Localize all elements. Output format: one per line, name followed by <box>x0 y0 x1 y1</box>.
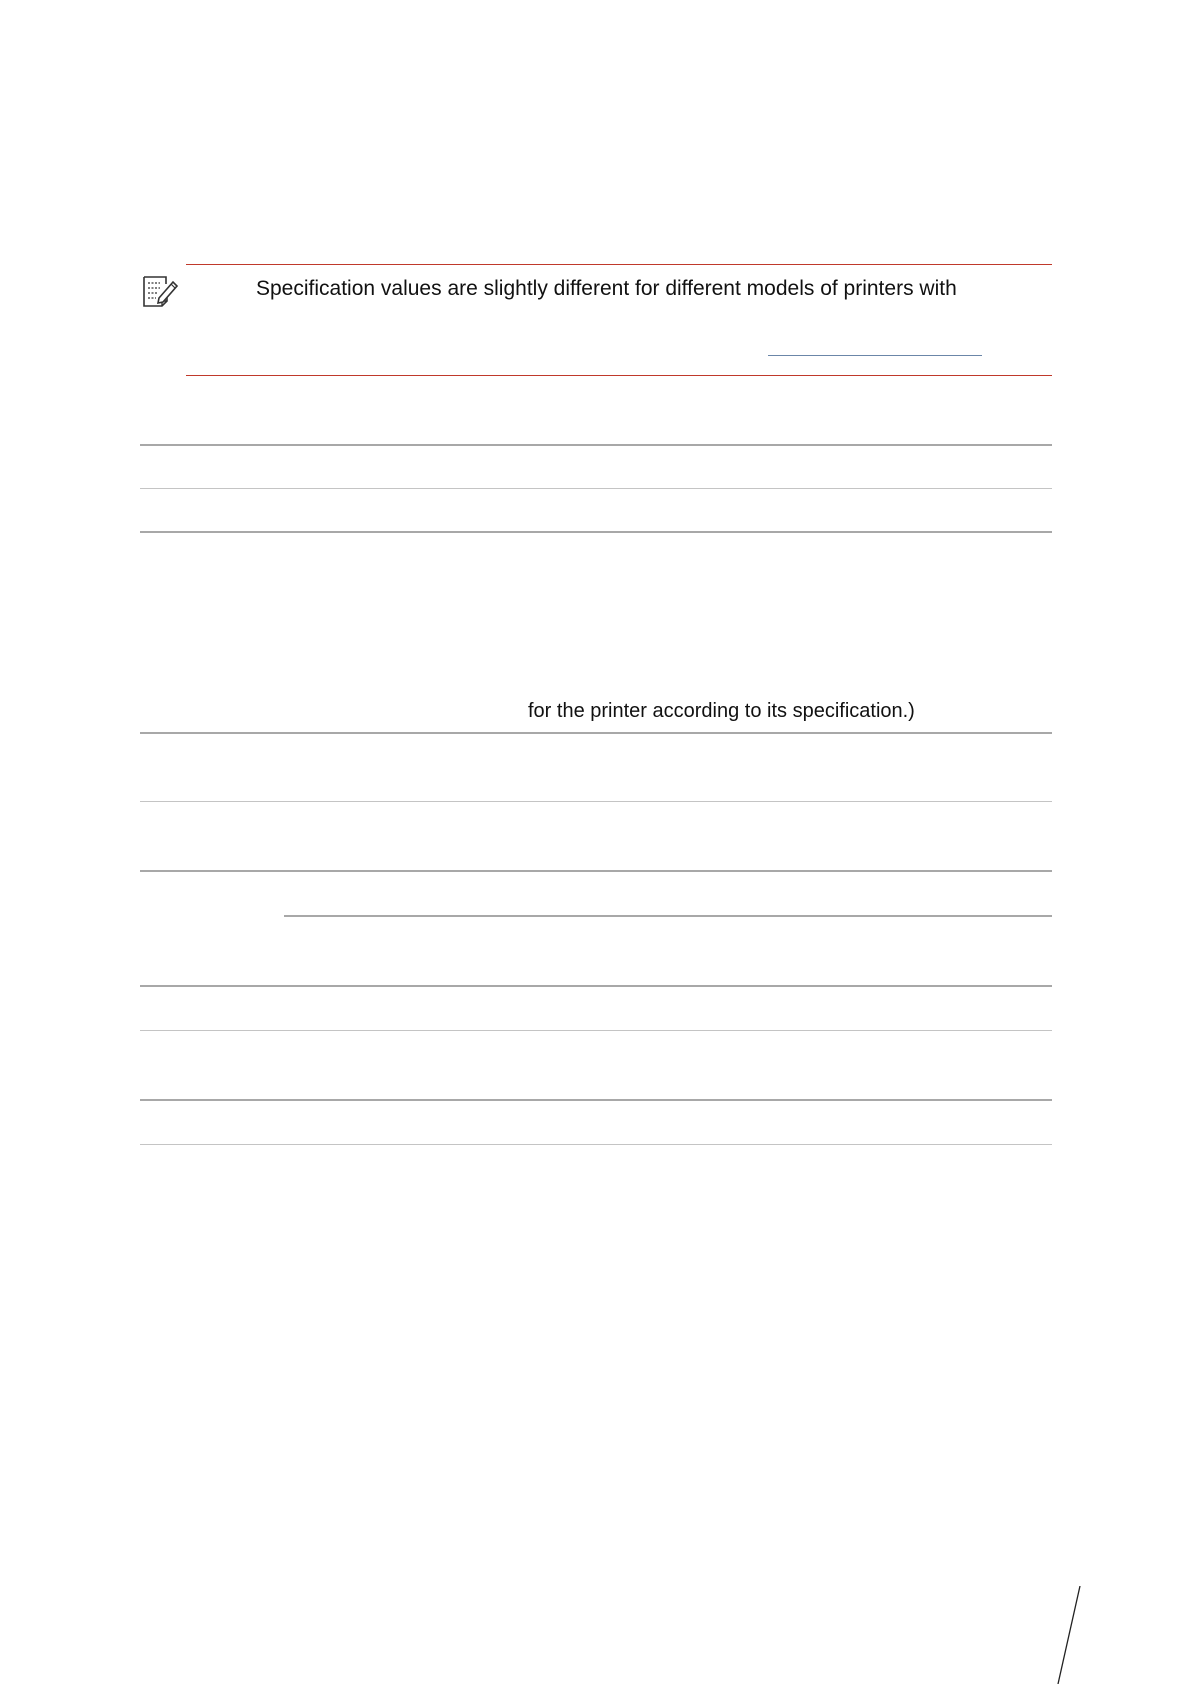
note-top-rule <box>186 264 1052 265</box>
table-rule <box>140 1099 1052 1101</box>
table-rule <box>140 531 1052 533</box>
table-rule <box>140 1144 1052 1145</box>
table-cell-text: for the printer according to its specification.) <box>528 700 915 722</box>
table-rule <box>140 1030 1052 1031</box>
table-rule <box>284 915 1052 917</box>
table-rule <box>140 801 1052 802</box>
table-rule <box>140 985 1052 987</box>
note-pencil-icon <box>140 274 180 310</box>
page-corner-line <box>1056 1586 1082 1684</box>
note-text: Specification values are slightly different for different models of printers with <box>256 277 957 300</box>
table-rule <box>140 488 1052 489</box>
table-rule <box>140 870 1052 872</box>
link-underline[interactable] <box>768 355 982 356</box>
table-rule <box>140 444 1052 446</box>
note-bottom-rule <box>186 375 1052 376</box>
table-rule <box>140 732 1052 734</box>
